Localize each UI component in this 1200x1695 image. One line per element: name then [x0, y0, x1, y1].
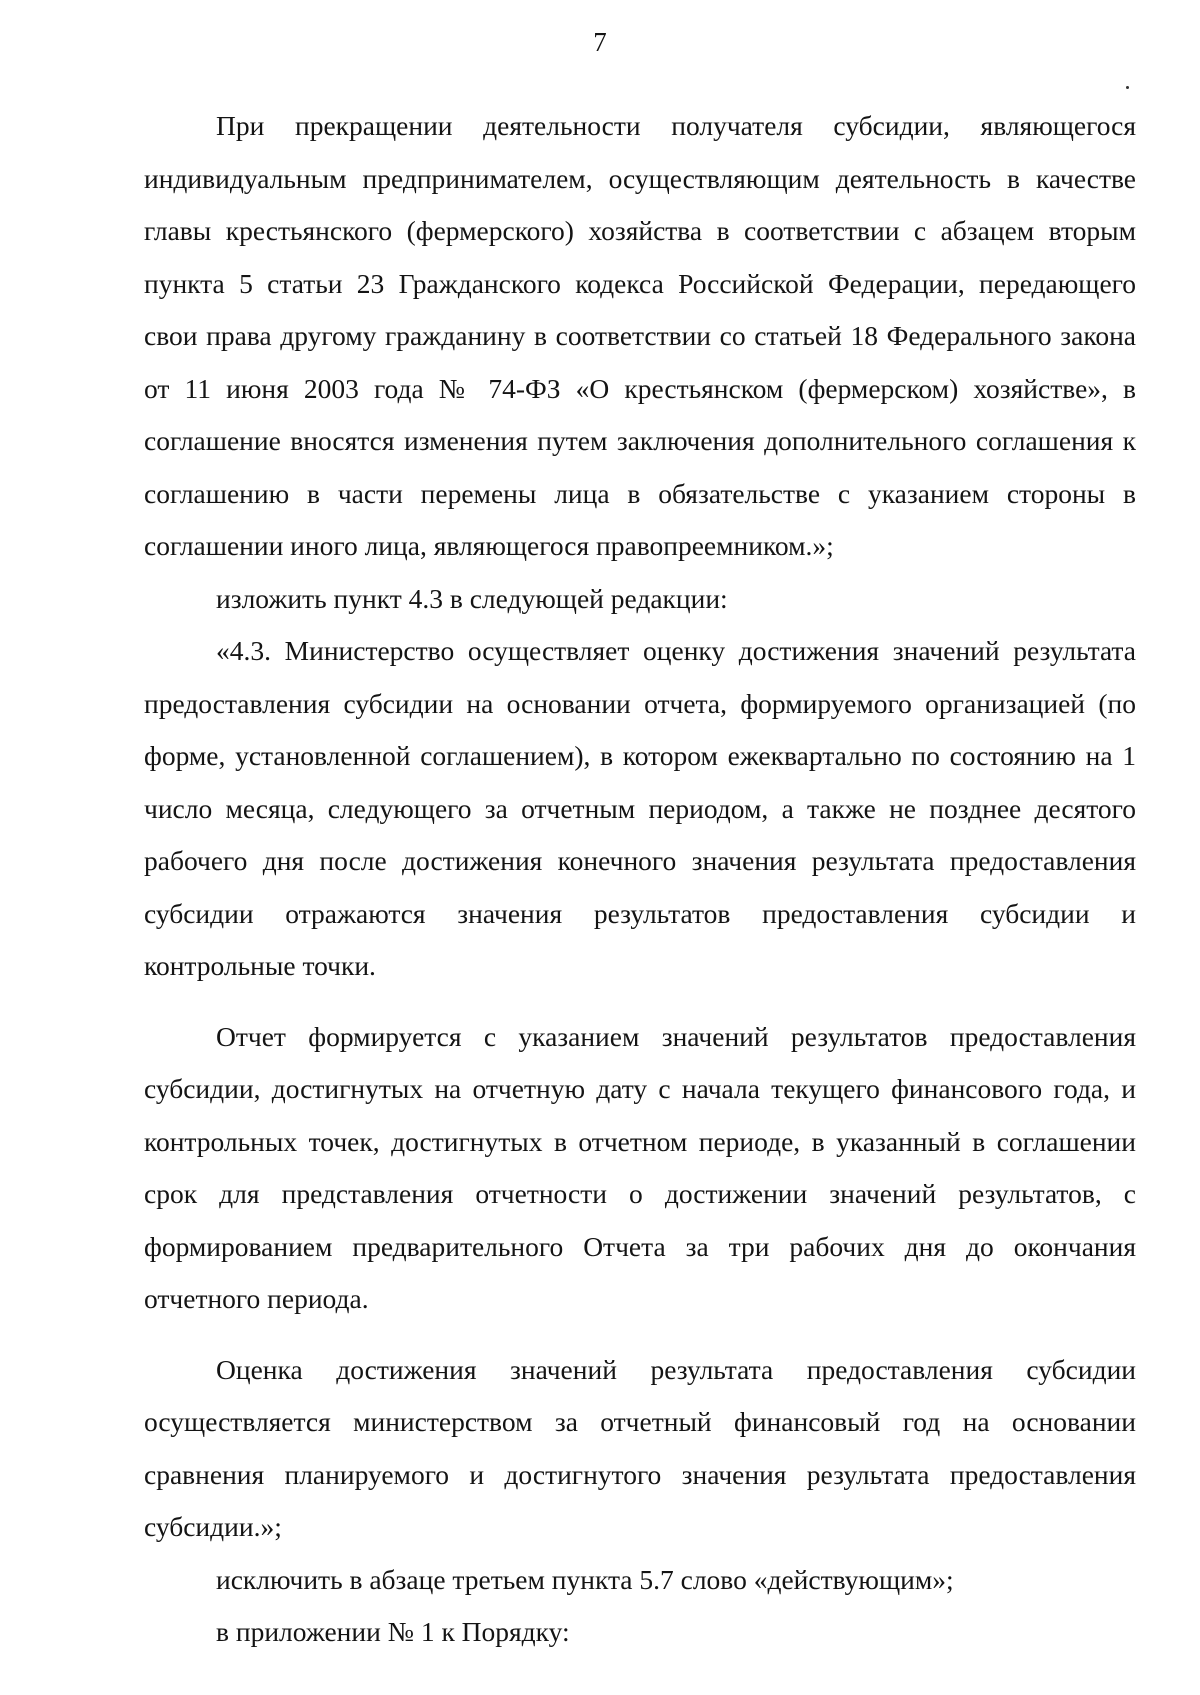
paragraph-exclude-word: исключить в абзаце третьем пункта 5.7 слово «действующим»; — [216, 1563, 954, 1595]
paragraph-clause-4-3-text: «4.3. Министерство осуществляет оценку достижения значений результата предоставления субсидии на основании отчета, формируемого организацией (по форме, установленной соглашением), в котором ежеквартально по состоянию на 1 число месяца, следующего за отчетным периодом, а также не позднее десятого рабочего дня после достижения конечного значения результата предоставления субсидии отражаются значения результатов предоставления субсидии и контрольные точки. — [144, 635, 1136, 981]
scan-speck — [1126, 86, 1129, 89]
paragraph-result-evaluation: Оценка достижения значений результата предоставления субсидии осуществляется министерством за отчетный финансовый год на основании сравнения планируемого и достигнутого значения результата предоставления субсидии.»; — [144, 1353, 1136, 1542]
paragraph-report-formation: Отчет формируется с указанием значений результатов предоставления субсидии, достигнутых на отчетную дату с начала текущего финансового года, и контрольных точек, достигнутых в отчетном периоде, в указанный в соглашении срок для представления отчетности о достижении значений результатов, с формированием предварительного Отчета за три рабочих дня до окончания отчетного периода. — [144, 1020, 1136, 1314]
paragraph-termination-of-activity: При прекращении деятельности получателя субсидии, являющегося индивидуальным предпринимателем, осуществляющим деятельность в качестве главы крестьянского (фермерского) хозяйства в соответствии с абзацем вторым пункта 5 статьи 23 Гражданского кодекса Российской Федерации, передающего свои права другому гражданину в соответствии со статьей 18 Федерального закона от 11 июня 2003 года № 74-ФЗ «О крестьянском (фермерском) хозяйстве», в соглашение вносятся изменения путем заключения дополнительного соглашения к соглашению в части перемены лица в обязательстве с указанием стороны в соглашении иного лица, являющегося правопреемником.»; — [144, 110, 1136, 561]
page-number: 7 — [593, 27, 607, 57]
paragraph-amend-clause-4-3: изложить пункт 4.3 в следующей редакции: — [216, 582, 728, 614]
document-body — [144, 100, 1136, 1659]
paragraph-appendix-1: в приложении № 1 к Порядку: — [216, 1616, 570, 1647]
